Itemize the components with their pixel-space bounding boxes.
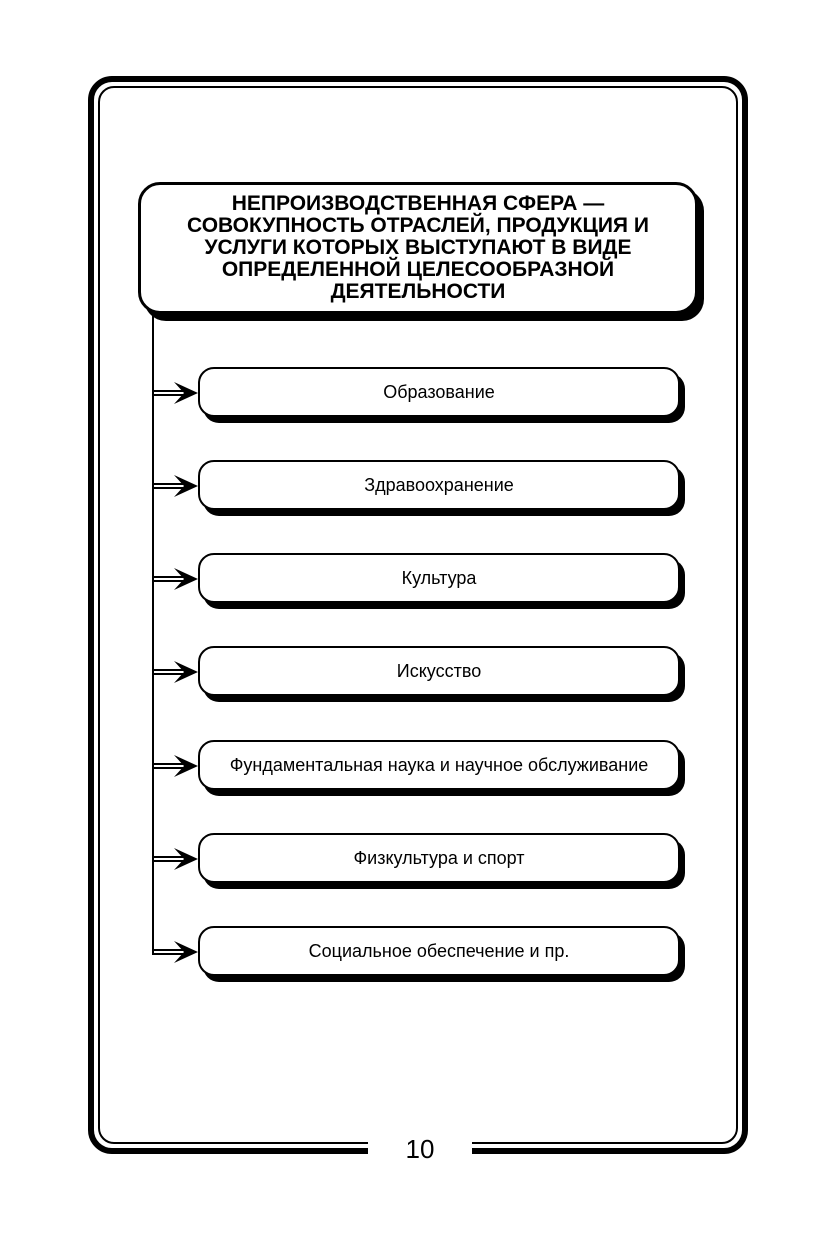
diagram-title: НЕПРОИЗВОДСТВЕННАЯ СФЕРА — СОВОКУПНОСТЬ ОТРАСЛЕЙ, ПРОДУКЦИЯ И УСЛУГИ КОТОРЫХ ВЫСТУПАЮТ В ВИДЕ ОПРЕДЕЛЕННОЙ ЦЕЛЕСООБРАЗНОЙ ДЕЯТЕЛЬНОСТИ — [187, 192, 649, 303]
diagram-item-label: Культура — [401, 568, 477, 588]
diagram-item-education — [198, 367, 680, 417]
diagram-item-healthcare — [198, 460, 680, 510]
arrow-icon — [152, 846, 200, 872]
arrow-icon — [152, 380, 200, 406]
arrow-icon — [152, 566, 200, 592]
diagram-header-box — [138, 182, 698, 314]
diagram-item-social-security — [198, 926, 680, 976]
arrow-icon — [152, 659, 200, 685]
arrow-icon — [152, 473, 200, 499]
diagram-item-sport — [198, 833, 680, 883]
diagram-item-label: Социальное обеспечение и пр. — [308, 941, 570, 961]
arrow-icon — [152, 939, 200, 965]
diagram-item-label: Физкультура и спорт — [353, 848, 525, 868]
diagram-item-science — [198, 740, 680, 790]
diagram-item-culture — [198, 553, 680, 603]
diagram-item-label: Фундаментальная наука и научное обслуживание — [229, 755, 649, 775]
diagram-item-label: Искусство — [396, 661, 482, 681]
diagram-item-label: Образование — [383, 382, 495, 402]
diagram-item-art — [198, 646, 680, 696]
diagram-item-label: Здравоохранение — [364, 475, 514, 495]
arrow-icon — [152, 753, 200, 779]
page-number: 10 — [405, 1134, 435, 1164]
